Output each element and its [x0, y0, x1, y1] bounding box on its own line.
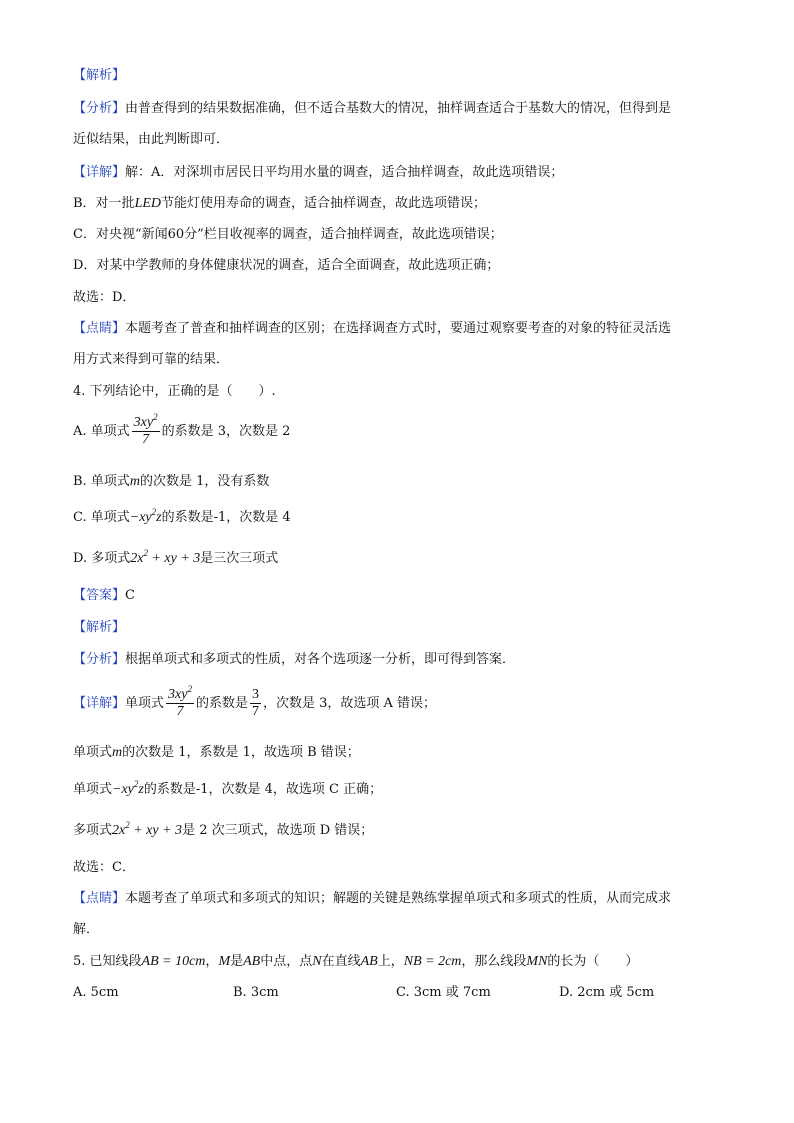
q3-fenxi-line2: 近似结果，由此判断即可． — [73, 132, 230, 147]
q3-option-b-line — [73, 195, 486, 213]
q3-dianjing-tag: 【点睛】 — [73, 321, 126, 336]
q4-xiangjie-line4 — [73, 822, 373, 840]
q4-guxuan: 故选：C． — [73, 860, 135, 875]
q5-option-b: B. 3cm — [233, 985, 279, 1000]
q4-x1-mid: 的系数是 — [195, 696, 248, 711]
q4-daan-value: C — [125, 588, 135, 603]
q3-option-d-line: D．对某中学教师的身体健康状况的调查，适合全面调查，故此选项正确； — [73, 258, 500, 273]
q4-c-expr: $-xy^2z$ — [129, 507, 162, 525]
q5-stem-2: ， — [205, 954, 219, 969]
q4-x4-expr: $2x^2$ + xy + 3 — [112, 820, 183, 838]
q4-xiangjie-line2 — [73, 744, 360, 762]
q4-x1-prefix: 单项式 — [125, 696, 165, 711]
q4-c-prefix: C. 单项式 — [73, 510, 130, 525]
q4-d-suffix: 是三次三项式 — [200, 551, 279, 566]
q4-a-fraction: $\frac{3xy^2}{7}$ — [133, 412, 158, 447]
q3-fenxi-line1 — [73, 100, 671, 118]
q4-x1-fraction: $\frac{3xy^2}{7}$ — [168, 684, 192, 719]
q4-x4-prefix: 多项式 — [73, 823, 113, 838]
q3-option-c-line: C．对央视“新闻60分”栏目收视率的调查，适合抽样调查，故此选项错误； — [73, 227, 503, 242]
q4-x3-suffix: 的系数是-1，次数是 4，故选项 C 正确； — [143, 782, 383, 797]
q4-option-a — [73, 412, 290, 452]
q5-option-a: A. 5cm — [73, 985, 119, 1000]
q4-dianjing-line1 — [73, 890, 671, 908]
q4-option-b — [73, 473, 269, 491]
q4-x1-suffix: ，次数是 3，故选项 A 错误； — [262, 696, 437, 711]
q4-fenxi-text: 根据单项式和多项式的性质，对各个选项逐一分析，即可得到答案． — [125, 652, 516, 667]
q4-a-numerator: 3xy — [133, 415, 154, 430]
q3-dianjing-line1 — [73, 320, 671, 338]
q4-c-suffix: 的系数是-1，次数是 4 — [161, 510, 291, 525]
q4-x1-coef-num: 3 — [251, 687, 259, 702]
q5-options — [73, 984, 733, 1002]
q4-x4-expr-part2: + xy + 3 — [129, 823, 183, 838]
q4-a-prefix: A. 单项式 — [73, 424, 130, 439]
q4-xiangjie-tag: 【详解】 — [73, 696, 126, 711]
q3-dianjing-line2: 用方式来得到可靠的结果． — [73, 352, 230, 367]
q3-jiexi-heading: 【解析】 — [73, 68, 126, 83]
q4-x1-numerator: 3xy — [168, 687, 188, 702]
q4-x1-coef-fraction — [250, 687, 261, 720]
q4-x3-expr-z: z — [138, 782, 144, 797]
q5-stem-8: 的长为（ ） — [547, 954, 639, 969]
q5-option-d: D. 2cm 或 5cm — [559, 985, 655, 1000]
q4-d-expr: $2x^2$ + xy + 3 — [130, 548, 201, 566]
q4-x1-denominator: 7 — [176, 704, 184, 719]
q4-dianjing-line2: 解． — [73, 922, 100, 937]
q4-x3-prefix: 单项式 — [73, 782, 113, 797]
q4-d-expr-part1: 2x — [130, 551, 144, 566]
q3-xiangjie-a: 解：A．对深圳市居民日平均用水量的调查，适合抽样调查，故此选项错误； — [125, 165, 564, 180]
q3-b-led: LED — [134, 196, 162, 211]
q3-guxuan: 故选：D． — [73, 290, 136, 305]
q5-stem-4: 中点，点 — [260, 954, 313, 969]
q4-x2-suffix: 的次数是 1，系数是 1，故选项 B 错误； — [122, 745, 360, 760]
q4-b-var: m — [129, 474, 140, 489]
q3-b-suffix: 节能灯使用寿命的调查，适合抽样调查，故此选项错误； — [161, 196, 487, 211]
q5-nb-eq: NB = 2cm — [403, 954, 462, 969]
q4-option-d — [73, 550, 278, 568]
q4-dianjing-text1: 本题考查了单项式和多项式的知识；解题的关键是熟练掌握单项式和多项式的性质，从而完成求 — [125, 891, 672, 906]
q4-x3-expr-base: −xy — [112, 782, 134, 797]
q4-daan-tag: 【答案】 — [73, 588, 126, 603]
q4-xiangjie-line3 — [73, 781, 382, 799]
q4-fenxi-line — [73, 651, 515, 669]
q4-daan-line — [73, 587, 135, 605]
q5-ab2: AB — [360, 954, 378, 969]
q5-stem-1: 5. 已知线段 — [73, 954, 142, 969]
q4-x4-suffix: 是 2 次三项式，故选项 D 错误； — [182, 823, 374, 838]
q5-stem-6: 上， — [377, 954, 404, 969]
q3-dianjing-text1: 本题考查了普查和抽样调查的区别；在选择调查方式时，要通过观察要考查的对象的特征灵活选 — [125, 321, 672, 336]
q4-d-expr-part2: + xy + 3 — [147, 551, 201, 566]
q4-jiexi-heading: 【解析】 — [73, 620, 126, 635]
q3-fenxi-text1: 由普查得到的结果数据准确，但不适合基数大的情况，抽样调查适合于基数大的情况，但得到是 — [125, 101, 672, 116]
q4-b-prefix: B. 单项式 — [73, 474, 130, 489]
q4-b-suffix: 的次数是 1，没有系数 — [139, 474, 270, 489]
q4-a-suffix: 的系数是 3，次数是 2 — [161, 424, 291, 439]
q5-n-var: N — [312, 954, 322, 969]
q5-stem-7: ，那么线段 — [461, 954, 527, 969]
q4-option-c — [73, 509, 291, 527]
q4-c-expr-base: −xy — [129, 510, 152, 525]
q5-ab: AB — [243, 954, 261, 969]
q4-fenxi-tag: 【分析】 — [73, 652, 126, 667]
q5-ab-eq: AB = 10cm — [141, 954, 206, 969]
q4-c-expr-z: z — [156, 510, 162, 525]
q3-fenxi-tag: 【分析】 — [73, 101, 126, 116]
q5-stem-3: 是 — [230, 954, 244, 969]
q3-xiangjie-line — [73, 164, 563, 182]
q4-x4-expr-part1: 2x — [112, 823, 126, 838]
q3-xiangjie-tag: 【详解】 — [73, 165, 126, 180]
q4-dianjing-tag: 【点睛】 — [73, 891, 126, 906]
q5-option-c: C. 3cm 或 7cm — [396, 985, 491, 1000]
q5-stem — [73, 953, 638, 971]
q4-stem: 4. 下列结论中，正确的是（ ）. — [73, 384, 276, 399]
q5-m-var: M — [218, 954, 231, 969]
q4-xiangjie-line1 — [73, 684, 436, 724]
q4-a-denominator: 7 — [142, 432, 150, 447]
q3-b-prefix: B．对一批 — [73, 196, 135, 211]
q4-d-prefix: D. 多项式 — [73, 551, 131, 566]
q4-x2-var: m — [112, 745, 123, 760]
q5-mn: MN — [526, 954, 548, 969]
q4-x1-coef-den: 7 — [251, 704, 259, 719]
q4-x2-prefix: 单项式 — [73, 745, 113, 760]
q4-x3-expr: $-xy^2z$ — [112, 779, 144, 797]
q5-stem-5: 在直线 — [321, 954, 361, 969]
